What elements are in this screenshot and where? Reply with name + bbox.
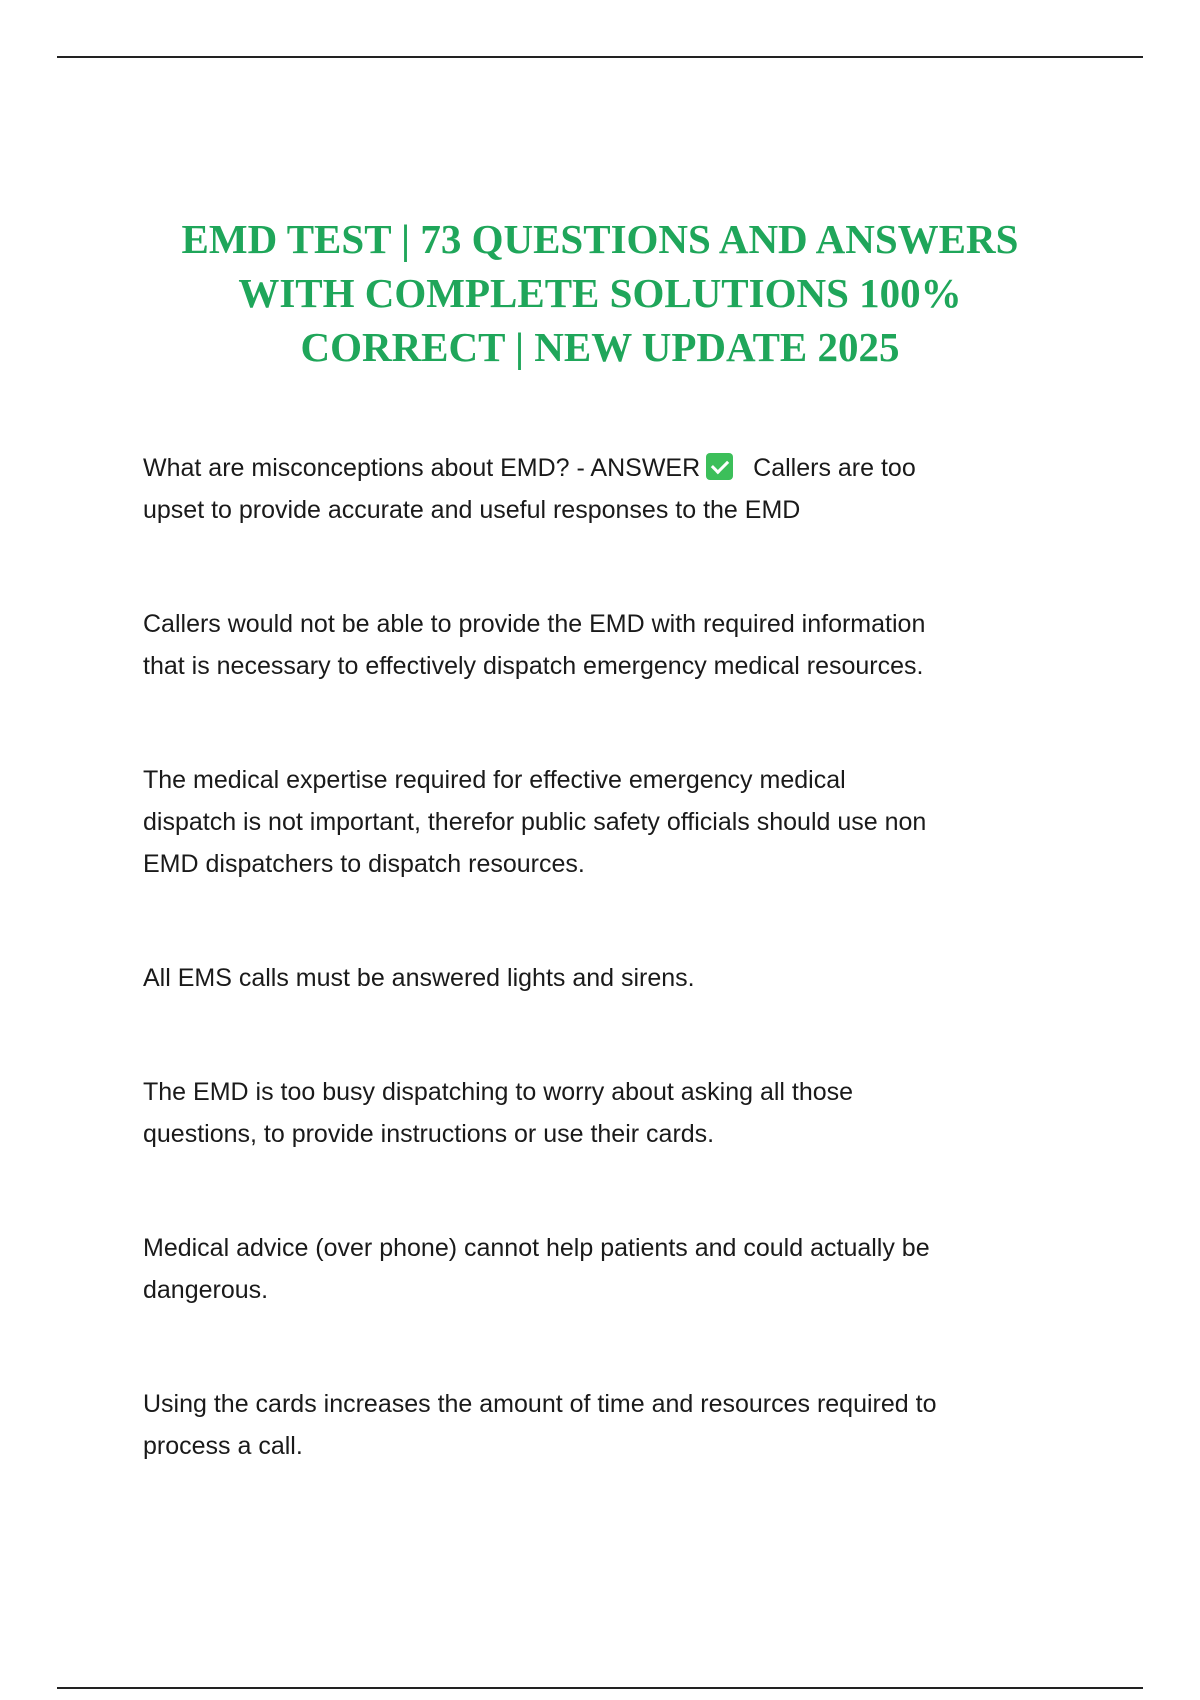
paragraph-line: Using the cards increases the amount of time and resources required to: [143, 1390, 937, 1418]
question-line: [143, 447, 1083, 489]
title-line: WITH COMPLETE SOLUTIONS 100%: [238, 270, 962, 316]
paragraph-line: dangerous.: [143, 1276, 269, 1304]
paragraph-line: Medical advice (over phone) cannot help patients and could actually be: [143, 1234, 930, 1262]
paragraph-line: All EMS calls must be answered lights and sirens.: [143, 964, 695, 992]
answer-paragraph: [143, 957, 1083, 999]
paragraph-line: that is necessary to effectively dispatch emergency medical resources.: [143, 652, 924, 680]
question-text: What are misconceptions about EMD? - ANSWER: [143, 454, 701, 482]
title-line: CORRECT | NEW UPDATE 2025: [300, 324, 900, 370]
answer-paragraph: [143, 603, 1083, 687]
answer-paragraph: [143, 1071, 1083, 1155]
top-rule: [57, 56, 1143, 58]
document-body: [143, 447, 1083, 1467]
title-line: EMD TEST | 73 QUESTIONS AND ANSWERS: [181, 216, 1019, 262]
paragraph-line: The EMD is too busy dispatching to worry about asking all those: [143, 1078, 854, 1106]
green-check-icon: [706, 453, 733, 480]
question-answer: [143, 447, 1083, 531]
paragraph-line: dispatch is not important, therefor public safety officials should use non: [143, 808, 927, 836]
answer-text: Callers are too: [753, 454, 916, 482]
answer-paragraph: [143, 1227, 1083, 1311]
paragraph-line: Callers would not be able to provide the EMD with required information: [143, 610, 926, 638]
bottom-rule: [57, 1687, 1143, 1689]
paragraph-line: questions, to provide instructions or use their cards.: [143, 1120, 715, 1148]
paragraph-line: EMD dispatchers to dispatch resources.: [143, 850, 585, 878]
answer-continuation: upset to provide accurate and useful responses to the EMD: [143, 496, 801, 524]
answer-paragraph: [143, 1383, 1083, 1467]
paragraph-line: process a call.: [143, 1432, 303, 1460]
paragraph-line: The medical expertise required for effective emergency medical: [143, 766, 846, 794]
document-title: [60, 212, 1140, 374]
answer-paragraph: [143, 759, 1083, 885]
